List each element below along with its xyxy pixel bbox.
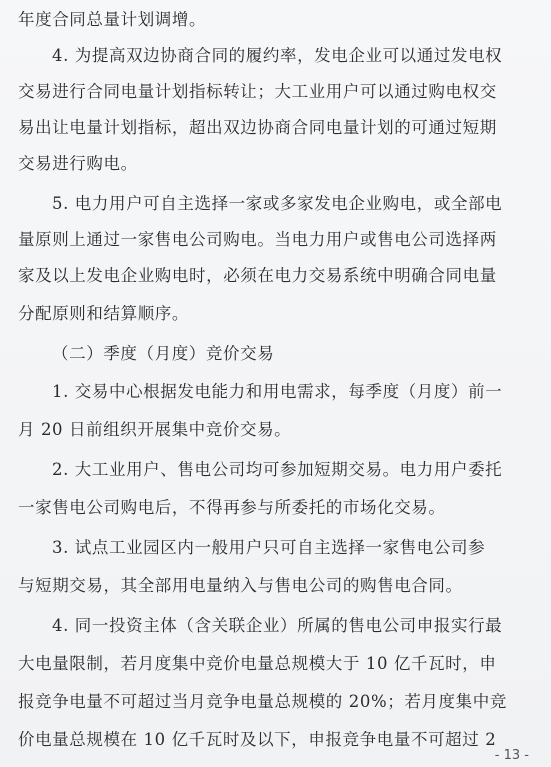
section-heading: （二）季度（月度）竞价交易 [52, 344, 275, 363]
text-line: 报竞争电量不可超过当月竞争电量总规模的 20%；若月度集中竞 [18, 692, 507, 711]
text-line: 一家售电公司购电后，不得再参与所委托的市场化交易。 [18, 498, 446, 517]
text-line: 4. 同一投资主体（含关联企业）所属的售电公司申报实行最 [52, 616, 503, 635]
text-line: 年度合同总量计划调增。 [18, 10, 207, 29]
text-line: 价电量总规模在 10 亿千瓦时及以下，申报竞争电量不可超过 2 [18, 730, 497, 749]
page-number: - 13 - [494, 748, 529, 763]
text-line: 4. 为提高双边协商合同的履约率，发电企业可以通过发电权 [52, 46, 503, 65]
text-line: 1. 交易中心根据发电能力和用电需求，每季度（月度）前一 [52, 382, 503, 401]
text-line: 量原则上通过一家售电公司购电。当电力用户或售电公司选择两 [18, 230, 497, 249]
text-line: 3. 试点工业园区内一般用户只可自主选择一家售电公司参 [52, 538, 486, 557]
text-line: 2. 大工业用户、售电公司均可参加短期交易。电力用户委托 [52, 460, 503, 479]
text-line: 交易进行合同电量计划指标转让；大工业用户可以通过购电权交 [18, 82, 497, 101]
text-line: 大电量限制，若月度集中竞价电量总规模大于 10 亿千瓦时，申 [18, 654, 497, 673]
text-line: 家及以上发电企业购电时，必须在电力交易系统中明确合同电量 [18, 266, 497, 285]
text-line: 5. 电力用户可自主选择一家或多家发电企业购电，或全部电 [52, 194, 503, 213]
text-line: 月 20 日前组织开展集中竞价交易。 [18, 420, 292, 439]
text-line: 易出让电量计划指标，超出双边协商合同电量计划的可通过短期 [18, 118, 497, 137]
text-line: 与短期交易，其全部用电量纳入与售电公司的购售电合同。 [18, 576, 463, 595]
text-line: 交易进行购电。 [18, 154, 138, 173]
text-line: 分配原则和结算顺序。 [18, 304, 189, 323]
